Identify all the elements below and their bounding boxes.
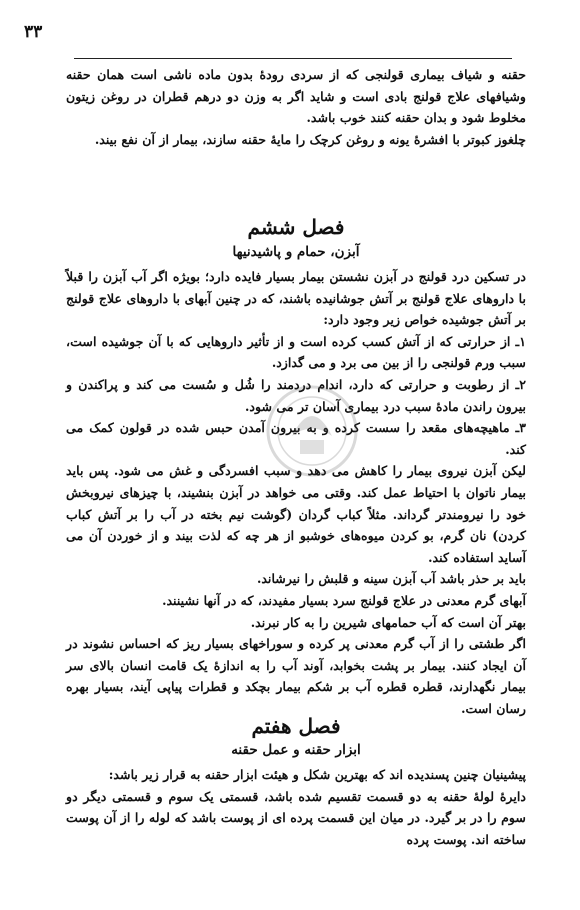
chapter-7-subtitle: ابزار حقنه و عمل حقنه bbox=[231, 742, 361, 758]
body-paragraph: ۳ـ ماهیچه‌های مقعد را سست کرده و به بیرون آمدن حبس شده در قولون کمک می کند. bbox=[66, 420, 526, 457]
body-paragraph: دایرهٔ لولهٔ حقنه به دو قسمت تقسیم شده باشد، قسمتی یک سوم و قسمتی دیگر دو سوم را در بر گیرد. در میان این قسمت پرده ای از پوست باشد که لوله را از آن پوست ساخته اند. پوست پرده bbox=[66, 788, 526, 847]
intro-paragraph: چلغوز کبوتر با افشرهٔ یونه و روغن کرچک را مایهٔ حقنه سازند، بیمار از آن نفع بیند. bbox=[94, 131, 526, 147]
body-paragraph: ۱ـ از حرارتی که از آتش کسب کرده است و از تأثیر داروهایی که با آن جوشیده است، سبب ورم قولنجی را از بین می برد و می گدازد. bbox=[66, 333, 526, 371]
body-paragraph: در تسکین درد قولنج در آبزن نشستن بیمار بسیار فایده دارد؛ بویژه اگر آب آبزن را قبلاً با داروهای علاج قولنج بر آتش جوشانیده باشند، که در چنین آبهای با داروهای علاج قولنج بر آتش جوشیده خواص زیر وجود دارد: bbox=[66, 269, 526, 328]
body-paragraph: لیکن آبزن نیروی بیمار را کاهش می دهد و سبب افسردگی و غش می شود. پس باید بیمار ناتوان با احتیاط عمل کند. وقتی می خواهد در آبزن بنشیند، با چیزهای نیروبخش خود را نیرومندتر گرداند. مثلاً کباب گردان (گوشت نیم بخته در آب را بر آتش کباب کردن) نان گرم، بو کردن میوه‌های خوشبو از هر چه که لذت بیند و از خوردن آن می آساید استفاده کند. bbox=[66, 463, 526, 565]
intro-text bbox=[66, 64, 526, 150]
page-number: ۳۳ bbox=[24, 22, 43, 42]
body-paragraph: اگر طشتی را از آب گرم معدنی پر کرده و سوراخهای بسیار ریز که احساس نشوند در آن ایجاد کنند. بیمار بر پشت بخوابد، آوند آب را به اندازهٔ یک قامت انسان بالای سر بیمار نگهدارند، قطره قطره آب بر شکم بیمار بچکد و قطرات پیاپی آیند، بسیار بهره رسان است. bbox=[66, 636, 526, 716]
intro-paragraph: حقنه و شیاف بیماری قولنجی که از سردی رودهٔ بدون ماده ناشی است همان حقنه وشیافهای علاج قولنج بادی است و شاید اگر به وزن دو درهم قطران در روغن زیتون مخلوط شود و بدان حقنه کنند خوب باشد. bbox=[66, 67, 526, 126]
body-paragraph: بهتر آن است که آب حمامهای شیرین را به کار نبرند. bbox=[250, 614, 526, 630]
header-rule bbox=[74, 58, 512, 59]
body-paragraph: پیشینیان چنین پسندیده اند که بهترین شکل و هیئت ابزار حقنه به قرار زیر باشد: bbox=[108, 767, 526, 782]
body-paragraph: ۲ـ از رطوبت و حرارتی که دارد، اندام دردمند را شُل و سُست می کند و پراکندن و بیرون راندن مادهٔ سبب درد بیماری آسان تر می شود. bbox=[66, 376, 526, 414]
chapter-6-subtitle: آبزن، حمام و پاشیدنیها bbox=[232, 244, 360, 260]
chapter-7-title: فصل هفتم bbox=[251, 714, 341, 738]
body-paragraph: باید بر حذر باشد آب آبزن سینه و قلبش را نیرشاند. bbox=[256, 571, 526, 587]
chapter-6-title: فصل ششم bbox=[247, 215, 345, 239]
chapter-7-body bbox=[66, 764, 526, 850]
chapter-6-body bbox=[66, 266, 526, 719]
body-paragraph: آبهای گرم معدنی در علاج قولنج سرد بسیار مفیدند، که در آنها نشینند. bbox=[162, 592, 526, 608]
